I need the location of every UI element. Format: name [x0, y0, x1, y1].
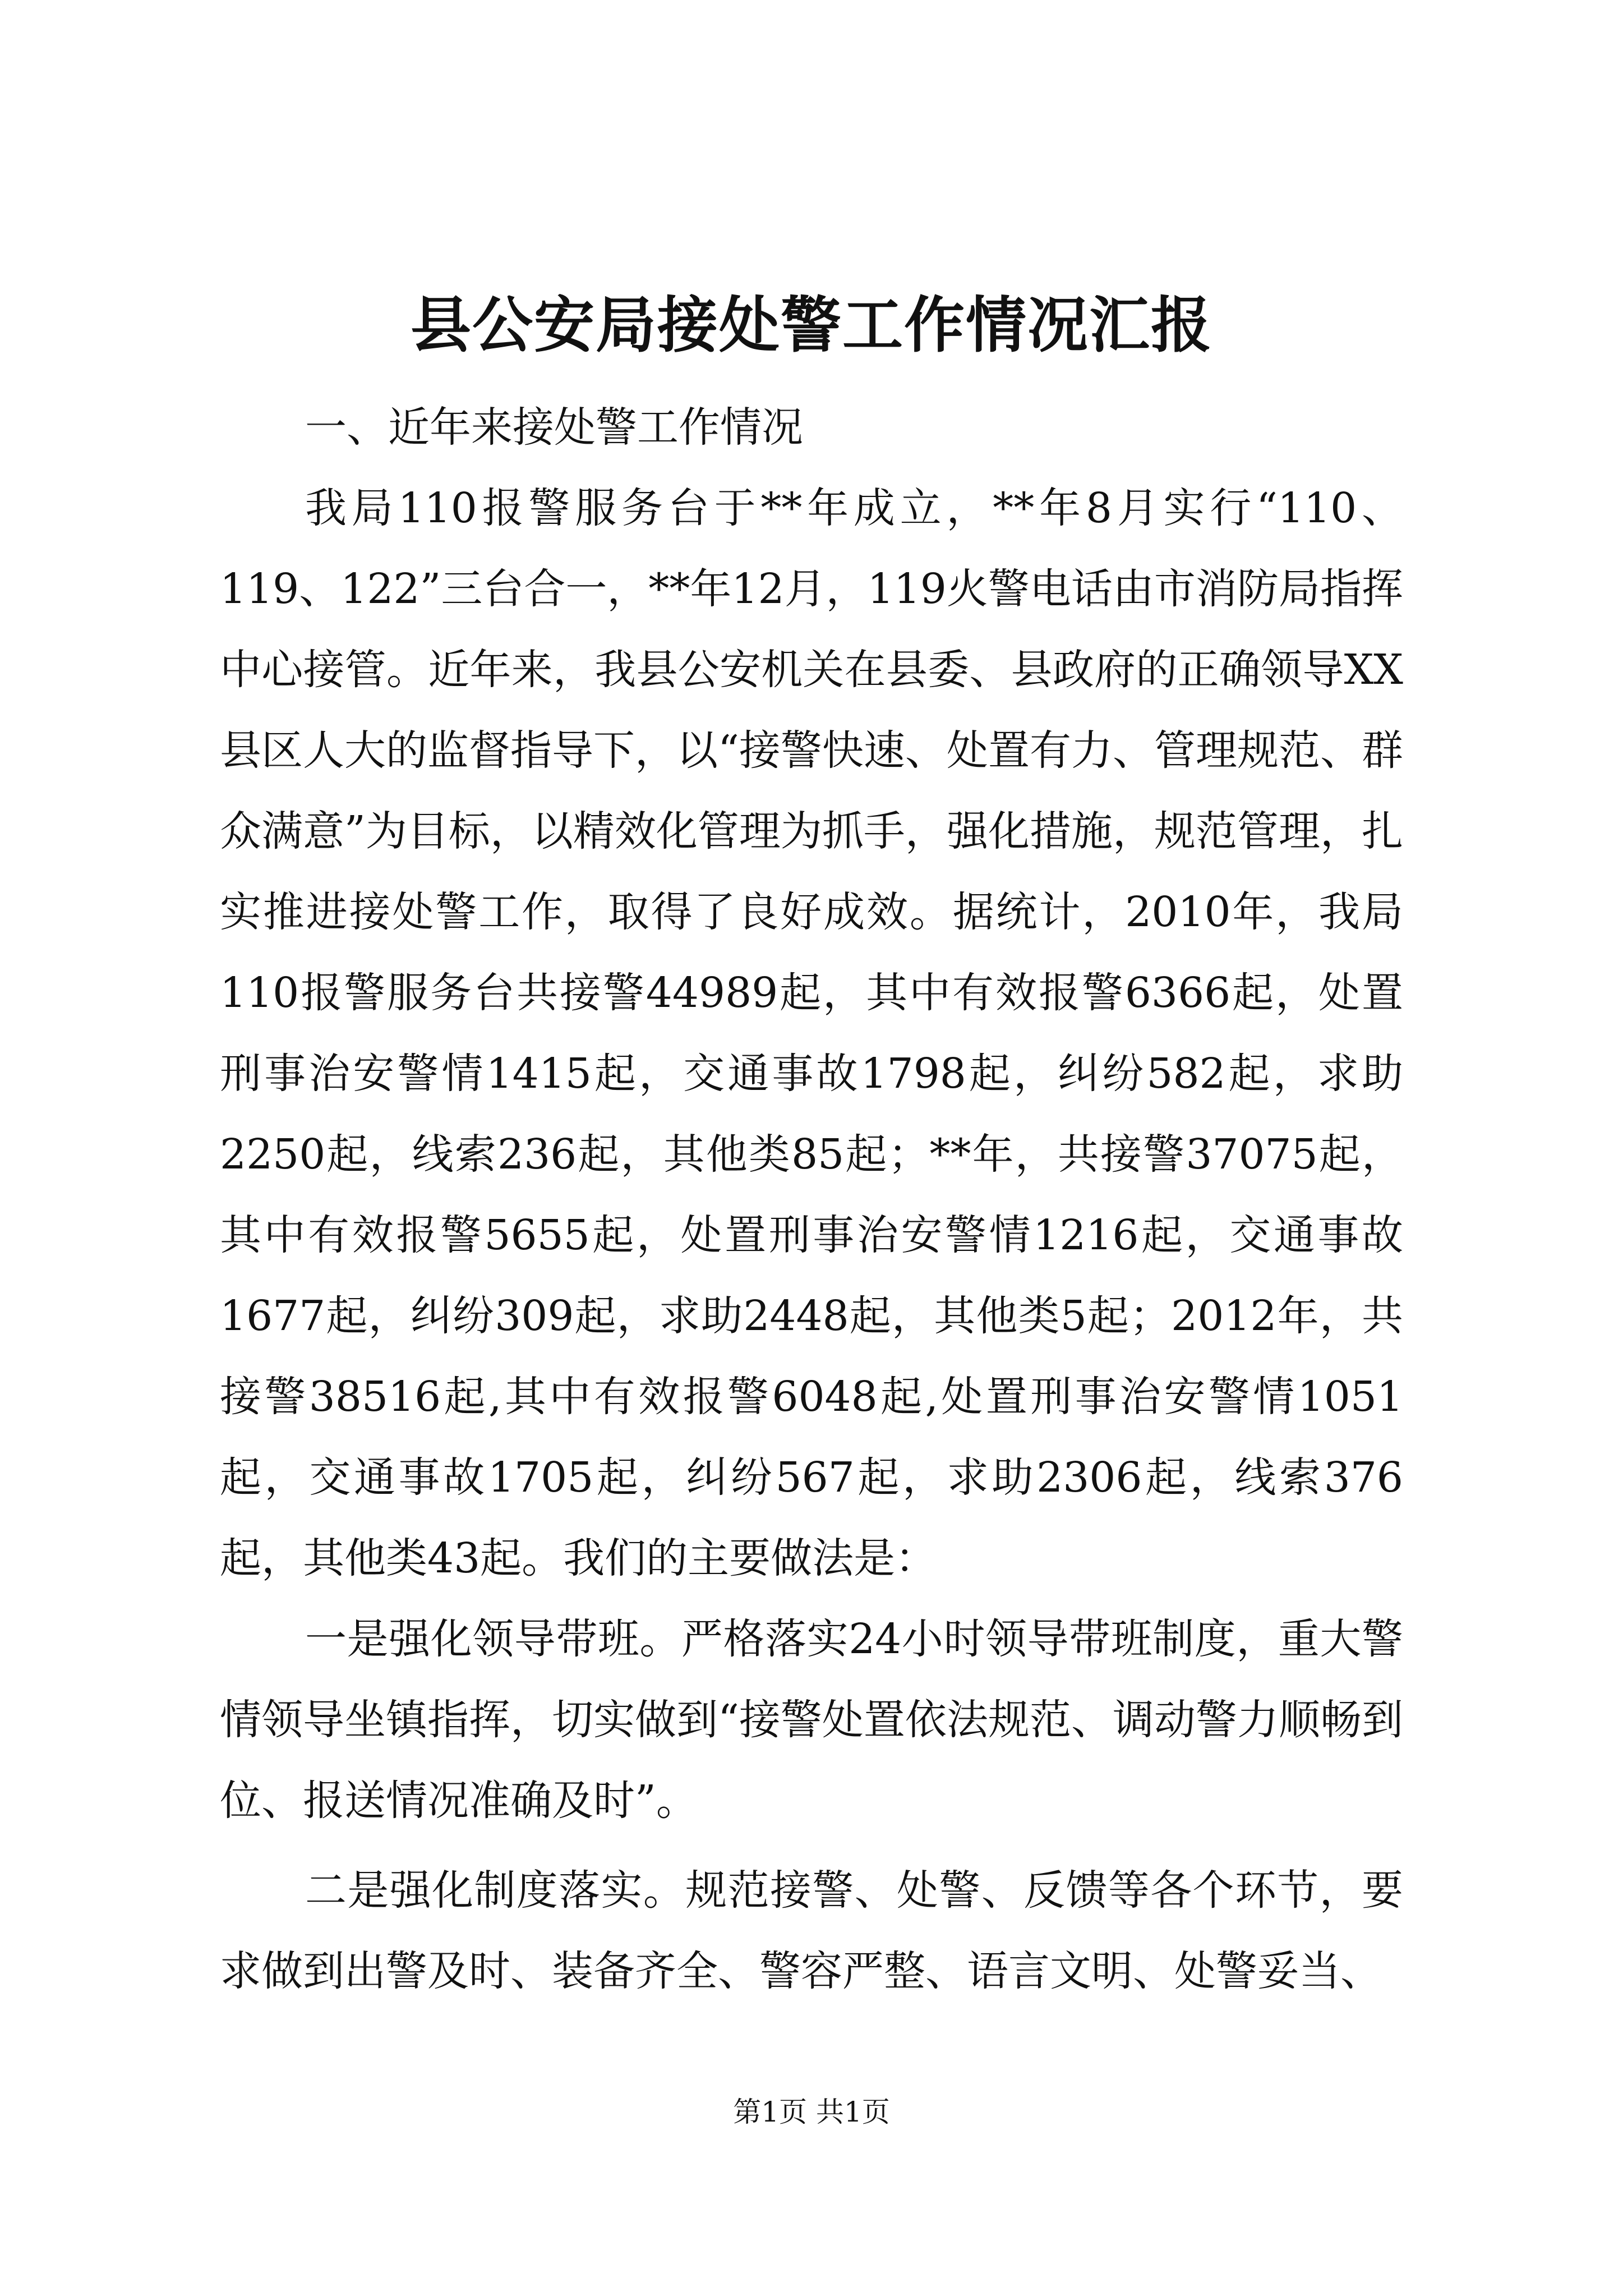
document-body	[220, 387, 1403, 2012]
paragraph-system: 二是强化制度落实。规范接警、处警、反馈等各个环节，要求做到出警及时、装备齐全、警容严整、语言文明、处警妥当、	[220, 1866, 1403, 1995]
paragraph-leadership: 一是强化领导带班。严格落实24小时领导带班制度，重大警情领导坐镇指挥，切实做到“接警处置依法规范、调动警力顺畅到位、报送情况准确及时”。	[220, 1615, 1403, 1825]
document-title: 县公安局接处警工作情况汇报	[410, 290, 1212, 361]
page-number-footer: 第1页 共1页	[733, 2096, 890, 2128]
section-heading: 一、近年来接处警工作情况	[305, 403, 803, 452]
paragraph-statistics: 我局110报警服务台于**年成立，**年8月实行“110、119、122”三台合一，**年12月，119火警电话由市消防局指挥中心接管。近年来，我县公安机关在县委、县政府的正确领导XX县区人大的监督指导下，以“接警快速、处置有力、管理规范、群众满意”为目标，以精效化管理为抓手，强化措施，规范管理，扎实推进接处警工作，取得了良好成效。据统计，2010年，我局110报警服务台共接警44989起，其中有效报警6366起，处置刑事治安警情1415起，交通事故1798起，纠纷582起，求助2250起，线索236起，其他类85起；**年，共接警37075起，其中有效报警5655起，处置刑事治安警情1216起，交通事故1677起，纠纷309起，求助2448起，其他类5起；2012年，共接警38516起,其中有效报警6048起,处置刑事治安警情1051起，交通事故1705起，纠纷567起，求助2306起，线索376起，其他类43起。我们的主要做法是：	[220, 484, 1403, 1582]
